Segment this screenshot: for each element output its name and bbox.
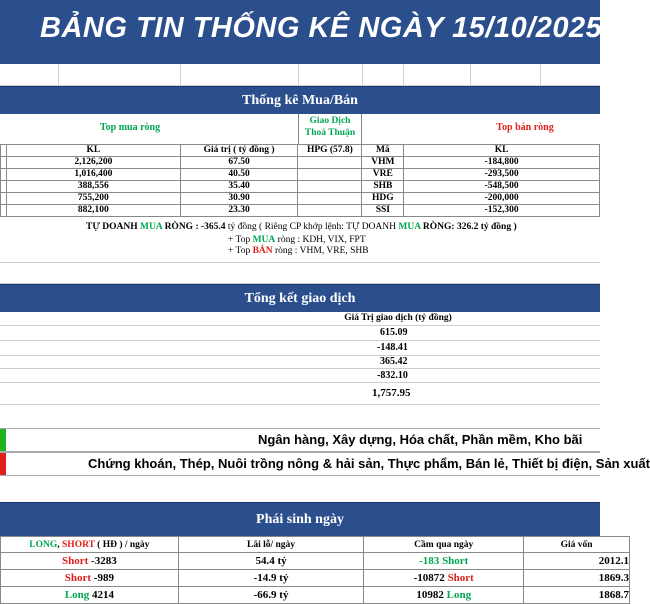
summary-value: -365.4 [200, 222, 226, 232]
divider [0, 382, 600, 383]
buy-value: 40.50 [180, 169, 298, 181]
section-header-derivatives [0, 502, 600, 536]
buy-value: 35.40 [180, 181, 298, 193]
hold-cell [364, 587, 524, 604]
table-row [1, 205, 600, 217]
buy-value: 67.50 [180, 157, 298, 169]
sell-code: VRE [362, 169, 404, 181]
cost-cell: 1868.7 [524, 587, 630, 604]
note-text: ròng : VHM, VRE, SHB [272, 246, 369, 256]
position-cell [1, 587, 179, 604]
up-indicator [0, 429, 6, 451]
table-row [1, 193, 600, 205]
grid-line [540, 64, 541, 86]
header-long: LONG [29, 539, 58, 550]
table-cell [298, 205, 362, 217]
position-side: Short [64, 571, 92, 584]
table-cell [298, 157, 362, 169]
empty-grid-row [0, 262, 600, 284]
sell-kl: -293,500 [404, 169, 600, 181]
header-text: , [57, 539, 63, 550]
summary-text: RÒNG: 326.2 tỷ đồng ) [420, 222, 517, 232]
buy-kl: 1,016,400 [6, 169, 180, 181]
table-row [1, 587, 630, 604]
summary-line [86, 222, 517, 232]
top-buy-label: Top mua ròng [99, 122, 161, 133]
summary-text: tỷ đồng ( Riêng CP khớp lệnh: TỰ DOANH [225, 222, 399, 232]
table-header-row [1, 537, 630, 553]
empty-grid-row [0, 64, 600, 86]
sell-kl: -548,500 [404, 181, 600, 193]
position-qty: -989 [93, 571, 114, 584]
table-row [1, 570, 630, 587]
table-header-row [1, 145, 600, 157]
header-text: ( HĐ ) / ngày [94, 539, 150, 550]
buy-sell-table [0, 144, 600, 217]
buy-kl: 755,200 [6, 193, 180, 205]
col-code-header: Mã [362, 145, 404, 157]
note-sell-word: BÁN [252, 246, 273, 256]
note-text: + Top [228, 246, 253, 256]
col-hold-header: Cầm qua ngày [364, 537, 524, 553]
buy-kl: 882,100 [6, 205, 180, 217]
table-cell [298, 181, 362, 193]
buy-kl: 2,126,200 [6, 157, 180, 169]
divider [0, 368, 600, 369]
position-cell [1, 570, 179, 587]
table-row [1, 157, 600, 169]
header-short: SHORT [62, 539, 95, 550]
section-title: Tổng kết giao dịch [244, 291, 356, 306]
hold-side: Short [447, 571, 474, 584]
title-banner [0, 0, 603, 64]
note-text: ròng : KDH, VIX, FPT [275, 235, 366, 245]
sector-down-row [0, 452, 650, 476]
section-title: Phái sinh ngày [256, 512, 344, 527]
hold-qty: -10872 [413, 571, 445, 584]
summary-text: RÒNG : [162, 222, 201, 232]
sell-code: SSI [362, 205, 404, 217]
section-header-buy-sell [0, 86, 600, 114]
summary-buy-word: MUA [398, 222, 421, 232]
col-agreement-header: HPG (57.8) [298, 145, 362, 157]
position-side: Long [64, 588, 90, 601]
grid-line [403, 64, 404, 86]
trade-value-header: Giá Trị giao dịch (tỷ đồng) [344, 313, 452, 323]
top-sell-note [228, 246, 369, 256]
hold-cell [364, 553, 524, 570]
position-cell [1, 553, 179, 570]
cost-cell: 1869.3 [524, 570, 630, 587]
col-position-header [1, 537, 179, 553]
grid-line [58, 64, 59, 86]
sell-code: HDG [362, 193, 404, 205]
divider [0, 325, 600, 326]
grid-line [470, 64, 471, 86]
table-row [1, 181, 600, 193]
position-qty: -3283 [91, 554, 117, 567]
grid-line [298, 64, 299, 86]
trade-value: 615.09 [380, 327, 408, 338]
grid-line [362, 64, 363, 86]
agreement-cell [298, 114, 362, 144]
sell-code: SHB [362, 181, 404, 193]
buy-value: 23.30 [180, 205, 298, 217]
buy-kl: 388,556 [6, 181, 180, 193]
trade-value: 365.42 [380, 356, 408, 367]
top-sell-label: Top bán ròng [496, 122, 554, 133]
summary-buy-word: MUA [140, 222, 163, 232]
hold-side: Long [446, 588, 472, 601]
divider [0, 355, 600, 356]
buy-value: 30.90 [180, 193, 298, 205]
col-pnl-header: Lãi lỗ/ ngày [178, 537, 364, 553]
trade-value: -148.41 [377, 342, 408, 353]
sell-code: VHM [362, 157, 404, 169]
table-row [1, 169, 600, 181]
sell-kl: -200,000 [404, 193, 600, 205]
section-title: Thống kê Mua/Bán [242, 93, 358, 108]
col-kl-header: KL [6, 145, 180, 157]
hold-qty: -183 [419, 554, 440, 567]
summary-text: TỰ DOANH [86, 222, 141, 232]
pnl-cell: -14.9 tỷ [178, 570, 364, 587]
col-kl-sell-header: KL [404, 145, 600, 157]
hold-side: Short [442, 554, 469, 567]
pnl-cell: -66.9 tỷ [178, 587, 364, 604]
down-indicator [0, 453, 6, 475]
section-header-trade-summary [0, 284, 600, 312]
divider [0, 340, 600, 341]
col-value-header: Giá trị ( tỷ đồng ) [180, 145, 298, 157]
position-qty: 4214 [91, 588, 114, 601]
sector-up-row [0, 428, 600, 452]
table-cell [298, 169, 362, 181]
sell-kl: -184,800 [404, 157, 600, 169]
table-row [1, 553, 630, 570]
position-side: Short [62, 554, 89, 567]
note-buy-word: MUA [252, 235, 276, 245]
agreement-label-1: Giao Dịch [309, 116, 351, 126]
note-text: + Top [228, 235, 253, 245]
hold-qty: 10982 [416, 588, 444, 601]
sell-kl: -152,300 [404, 205, 600, 217]
table-cell [298, 193, 362, 205]
pnl-cell: 54.4 tỷ [178, 553, 364, 570]
trade-total: 1,757.95 [372, 387, 411, 399]
sector-down-text: Chứng khoán, Thép, Nuôi trồng nông & hải sản, Thực phẩm, Bán lẻ, Thiết bị điện, Sản xuất [88, 456, 650, 471]
trade-value: -832.10 [377, 370, 408, 381]
cost-cell: 2012.1 [524, 553, 630, 570]
divider [0, 404, 600, 405]
grid-line [180, 64, 181, 86]
col-cost-header: Giá vốn [524, 537, 630, 553]
top-buy-note [228, 235, 366, 245]
hold-cell [364, 570, 524, 587]
sector-up-text: Ngân hàng, Xây dựng, Hóa chất, Phần mềm, Kho bãi [258, 432, 583, 447]
page-title: BẢNG TIN THỐNG KÊ NGÀY 15/10/2025 [40, 12, 603, 44]
derivatives-table [0, 536, 630, 604]
agreement-label-2: Thoả Thuận [304, 128, 356, 138]
